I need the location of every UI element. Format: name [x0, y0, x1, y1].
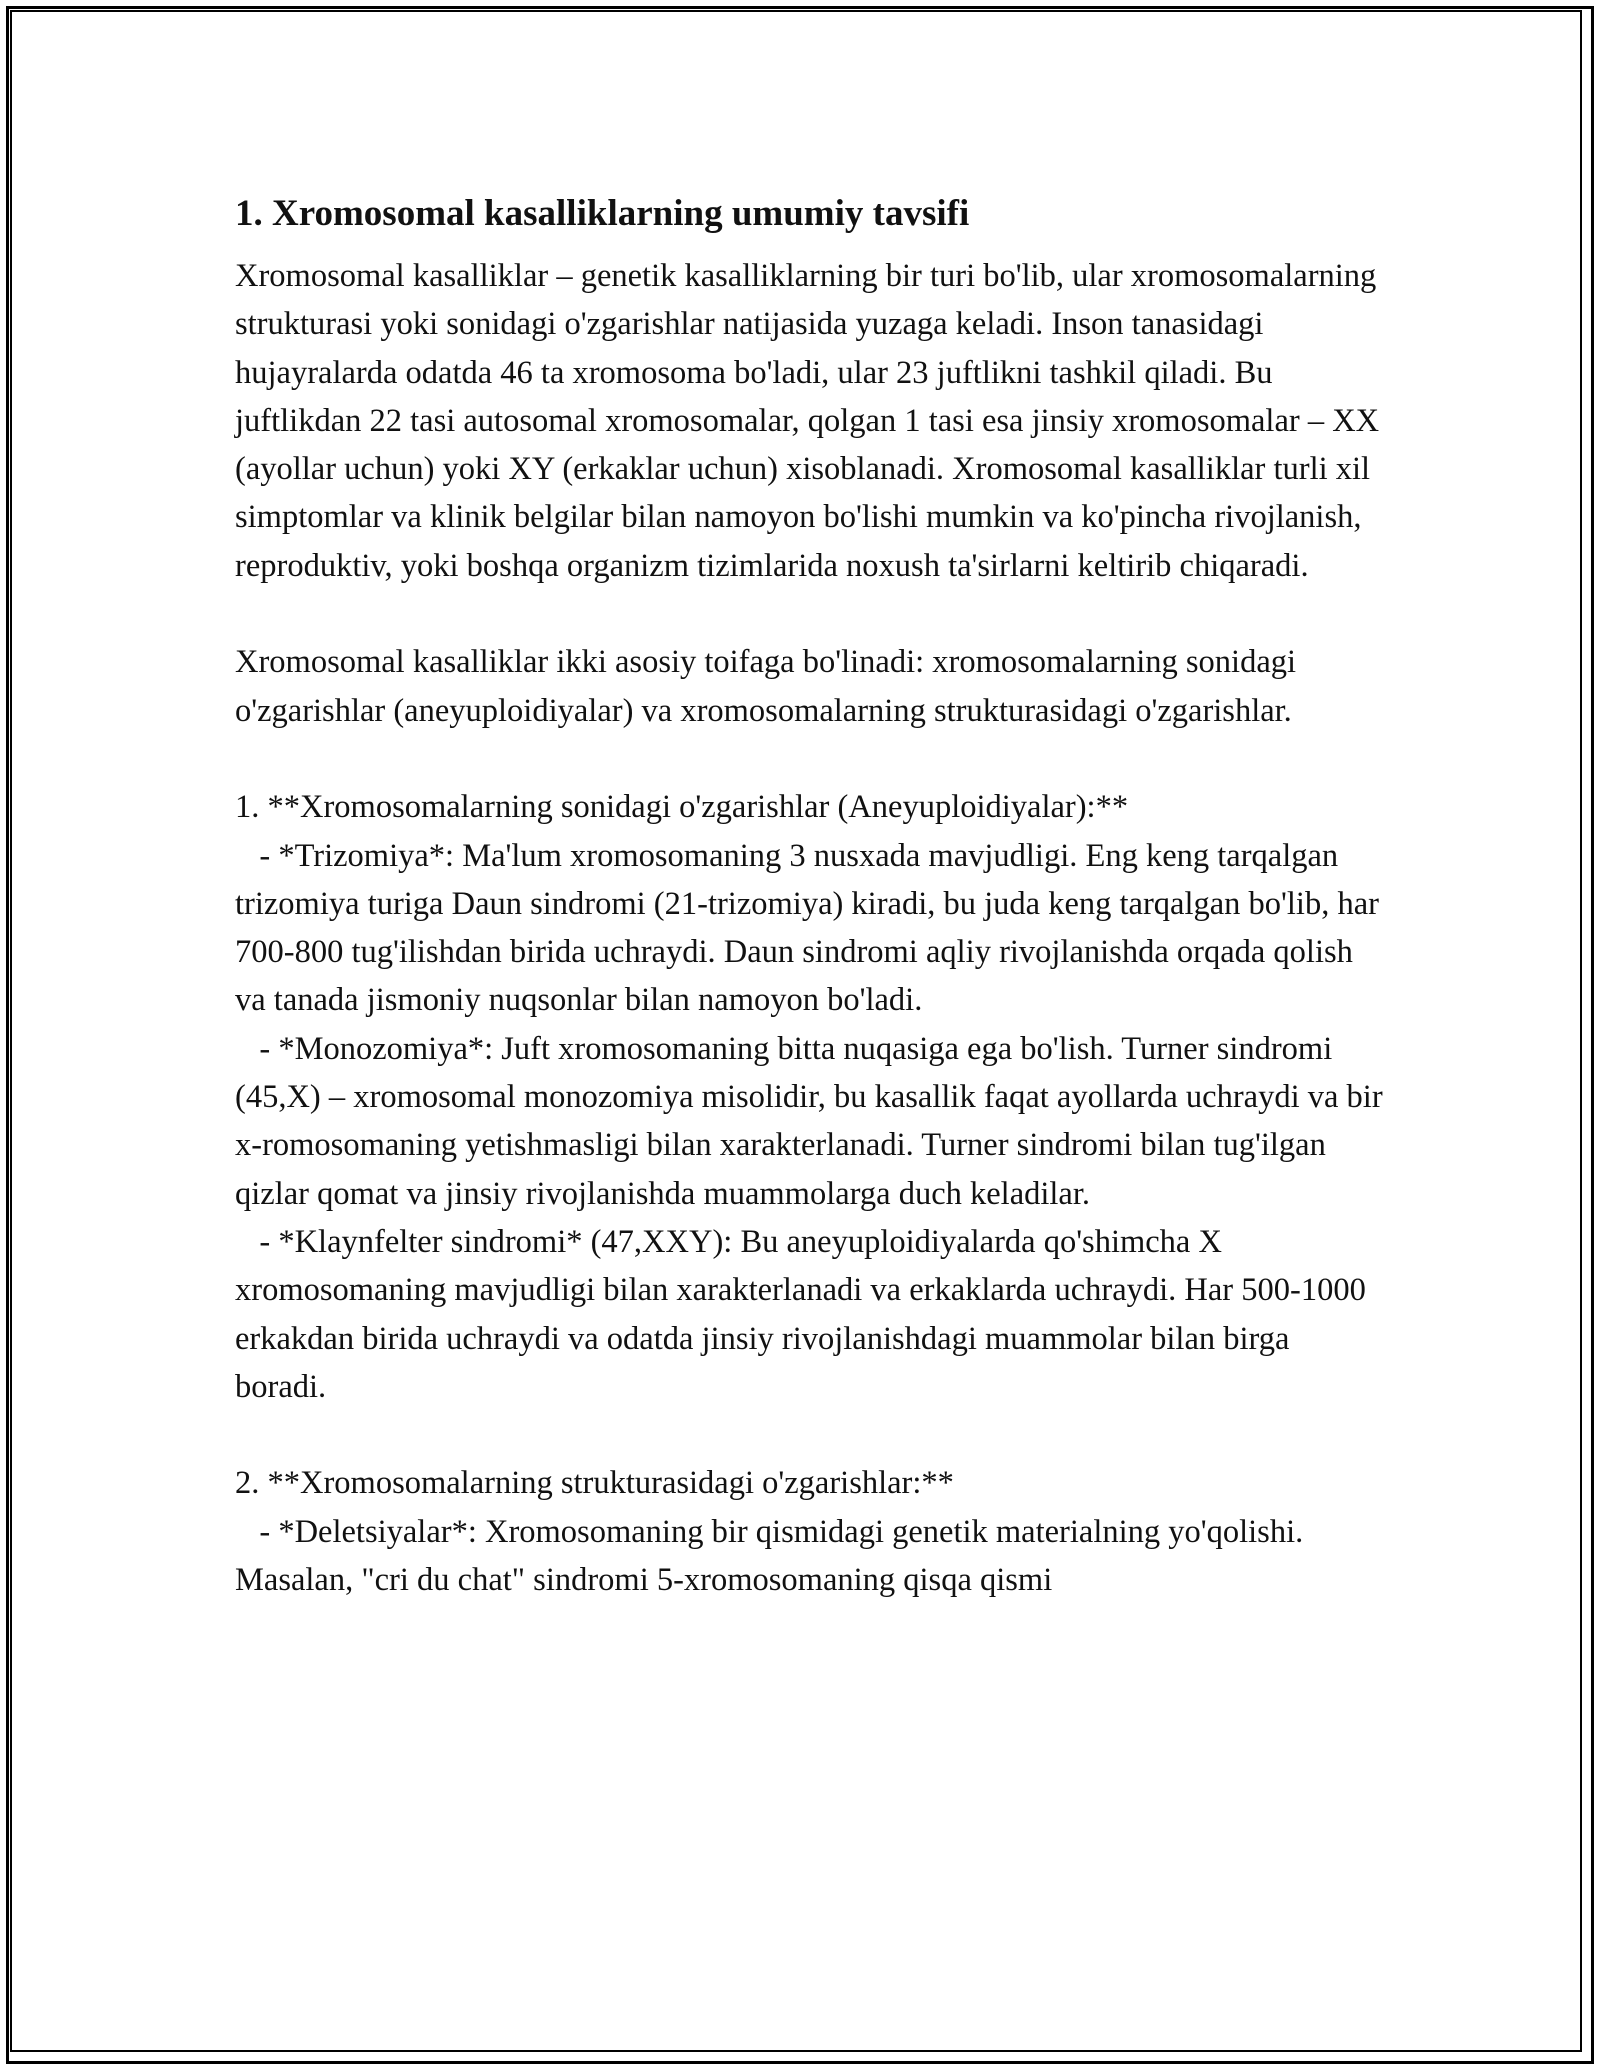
- klinefelter-item: - *Klaynfelter sindromi* (47,XXY): Bu aneyuploidiyalarda qo'shimcha X xromosomaning mavjudligi bilan xarakterlanadi va erkaklarda uchraydi. Har 500-1000 erkakdan birida uchraydi va odatda jinsiy rivojlanishdagi muammolar bilan birga boradi.: [235, 1223, 1374, 1405]
- classification-paragraph: Xromosomal kasalliklar ikki asosiy toifaga bo'linadi: xromosomalarning sonidagi o'zgarishlar (aneyuploidiyalar) va xromosomalarning strukturasidagi o'zgarishlar.: [235, 644, 1305, 729]
- structural-changes-title: 2. **Xromosomalarning strukturasidagi o'zgarishlar:**: [235, 1465, 954, 1502]
- paragraph-spacer: [235, 735, 1385, 783]
- paragraph-spacer: [235, 590, 1385, 638]
- trisomy-item: - *Trizomiya*: Ma'lum xromosomaning 3 nusxada mavjudligi. Eng keng tarqalgan trizomiya turiga Daun sindromi (21-trizomiya) kiradi, bu juda keng tarqalgan bo'lib, har 700-800 tug'ilishdan birida uchraydi. Daun sindromi aqliy rivojlanishda orqada qolish va tanada jismoniy nuqsonlar bilan namoyon bo'ladi.: [235, 837, 1388, 1019]
- deletion-item: - *Deletsiyalar*: Xromosomaning bir qismidagi genetik materialning yo'qolishi. Masalan, "cri du chat" sindromi 5-xromosomaning qisqa qismi: [235, 1513, 1312, 1599]
- paragraph-spacer: [235, 1411, 1385, 1459]
- section-heading: 1. Xromosomal kasalliklarning umumiy tavsifi: [235, 193, 970, 234]
- document-page: [235, 186, 1391, 1604]
- numeric-changes-title: 1. **Xromosomalarning sonidagi o'zgarishlar (Aneyuploidiyalar):**: [235, 789, 1129, 826]
- monosomy-item: - *Monozomiya*: Juft xromosomaning bitta nuqasiga ega bo'lish. Turner sindromi (45,X) – xromosomal monozomiya misolidir, bu kasallik faqat ayollarda uchraydi va bir x-romosomaning yetishmasligi bilan xarakterlanadi. Turner sindromi bilan tug'ilgan qizlar qomat va jinsiy rivojlanishda muammolarga duch keladilar.: [235, 1030, 1391, 1212]
- intro-paragraph: Xromosomal kasalliklar – genetik kasalliklarning bir turi bo'lib, ular xromosomalarning strukturasi yoki sonidagi o'zgarishlar natijasida yuzaga keladi. Inson tanasidagi hujayralarda odatda 46 ta xromosoma bo'ladi, ular 23 juftlikni tashkil qiladi. Bu juftlikdan 22 tasi autosomal xromosomalar, qolgan 1 tasi esa jinsiy xromosomalar – XX (ayollar uchun) yoki XY (erkaklar uchun) xisoblanadi. Xromosomal kasalliklar turli xil simptomlar va klinik belgilar bilan namoyon bo'lishi mumkin va ko'pincha rivojlanish, reproduktiv, yoki boshqa organizm tizimlarida noxush ta'sirlarni keltirib chiqaradi.: [235, 258, 1388, 584]
